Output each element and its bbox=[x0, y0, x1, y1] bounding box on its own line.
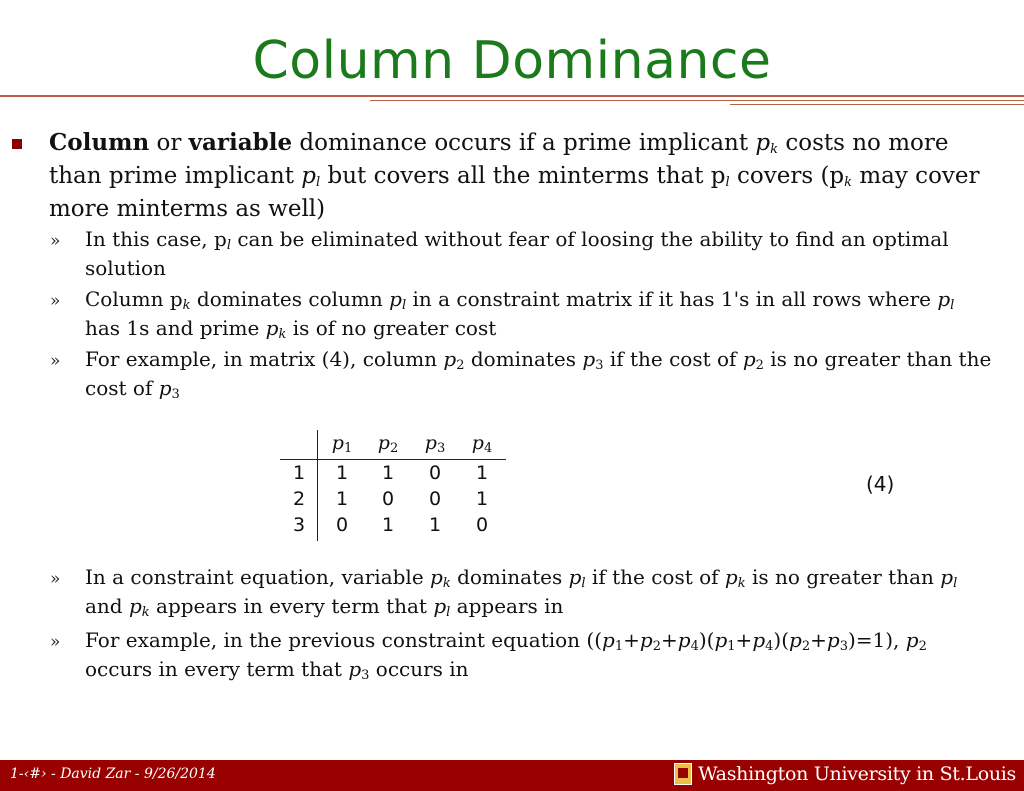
chevron-icon: » bbox=[50, 351, 61, 371]
chevron-icon: » bbox=[50, 632, 61, 652]
sub-bullet-5: For example, in the previous constraint equation $((p_1+p_2+p_4)(p_1+p_4)(p_2+p_3)=1)$, $p_2$ occurs in every term that $p_3$ occurs in bbox=[85, 628, 927, 683]
term-column: Column bbox=[49, 129, 150, 156]
matrix-vertical-rule bbox=[317, 430, 318, 541]
matrix-cell: 0 bbox=[475, 514, 489, 536]
matrix-row-label: 3 bbox=[292, 514, 306, 536]
matrix-cell: 0 bbox=[428, 488, 442, 510]
matrix-cell: 1 bbox=[475, 488, 489, 510]
matrix-column-header: $p_4$ bbox=[471, 432, 493, 456]
matrix-horizontal-rule bbox=[280, 459, 506, 460]
constraint-matrix bbox=[280, 430, 510, 542]
matrix-row-label: 2 bbox=[292, 488, 306, 510]
footer-text: 1-‹#› - David Zar - 9/26/2014 bbox=[10, 766, 216, 782]
title-divider-thin-short bbox=[730, 104, 1024, 105]
logo-text: Washington University in St.Louis bbox=[698, 763, 1016, 785]
matrix-cell: 1 bbox=[335, 462, 349, 484]
equation-label: (4) bbox=[866, 472, 895, 496]
matrix-cell: 0 bbox=[428, 462, 442, 484]
matrix-cell: 1 bbox=[381, 514, 395, 536]
sub-bullet-3: For example, in matrix (4), column $p_2$ dominates $p_3$ if the cost of $p_2$ is no greater than the cost of $p_3$ bbox=[85, 347, 992, 402]
sub-bullet-4: In a constraint equation, variable $p_k$ dominates $p_l$ if the cost of $p_k$ is no greater than $p_l$ and $p_k$ appears in every term that $p_l$ appears in bbox=[85, 565, 958, 620]
matrix-cell: 1 bbox=[335, 488, 349, 510]
footer-bar bbox=[0, 760, 1024, 791]
matrix-cell: 1 bbox=[428, 514, 442, 536]
chevron-icon: » bbox=[50, 231, 61, 251]
shield-icon bbox=[674, 763, 692, 785]
term-variable: variable bbox=[188, 129, 293, 156]
matrix-column-header: $p_1$ bbox=[331, 432, 353, 456]
chevron-icon: » bbox=[50, 569, 61, 589]
sub-bullet-2: Column $p_k$ dominates column $p_l$ in a constraint matrix if it has 1's in all rows where $p_l$ has 1s and prime $p_k$ is of no greater cost bbox=[85, 287, 955, 342]
university-logo bbox=[674, 763, 1016, 785]
bullet-square-icon bbox=[12, 139, 22, 149]
matrix-column-header: $p_3$ bbox=[424, 432, 446, 456]
main-bullet: Column or variable dominance occurs if a prime implicant $p_k$ costs no more than prime implicant $p_l$ but covers all the minterms that $p_l$ covers ($p_k$ may cover more minterms as well) bbox=[49, 129, 980, 222]
sub-bullet-1: In this case, $p_l$ can be eliminated without fear of loosing the ability to find an optimal solution bbox=[85, 227, 949, 280]
matrix-column-header: $p_2$ bbox=[377, 432, 399, 456]
matrix-row-label: 1 bbox=[292, 462, 306, 484]
matrix-cell: 1 bbox=[475, 462, 489, 484]
matrix-cell: 0 bbox=[381, 488, 395, 510]
chevron-icon: » bbox=[50, 291, 61, 311]
title-divider-thin bbox=[370, 100, 1024, 101]
slide-title: Column Dominance bbox=[252, 31, 772, 91]
matrix-cell: 1 bbox=[381, 462, 395, 484]
title-divider bbox=[0, 95, 1024, 97]
matrix-cell: 0 bbox=[335, 514, 349, 536]
